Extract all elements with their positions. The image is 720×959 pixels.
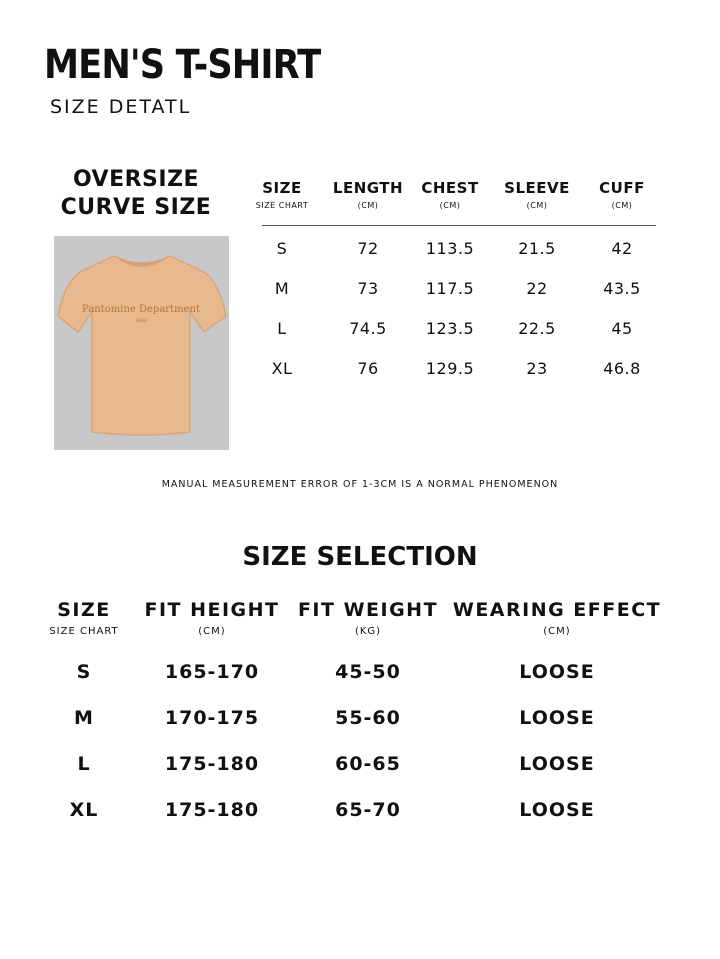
- page-subtitle: SIZE DETATL: [50, 96, 192, 118]
- col-header-length: LENGTH: [332, 179, 404, 197]
- fit-name-line2: CURVE SIZE: [60, 195, 212, 220]
- table-cell: L: [77, 753, 91, 775]
- col-sub-wearing-effect: (CM): [543, 626, 571, 637]
- table-cell: 46.8: [603, 359, 641, 378]
- table-cell: 123.5: [425, 319, 475, 338]
- table-cell: 43.5: [603, 279, 641, 298]
- table-cell: LOOSE: [519, 753, 595, 775]
- table-cell: S: [276, 239, 288, 258]
- col-header-chest: CHEST: [421, 179, 479, 197]
- table-cell: LOOSE: [519, 707, 595, 729]
- table-cell: 129.5: [425, 359, 475, 378]
- table-cell: XL: [69, 799, 99, 821]
- col-header-size: SIZE: [57, 599, 111, 621]
- col-header-fit-height: FIT HEIGHT: [144, 599, 280, 621]
- col-sub-fit-weight: (KG): [354, 626, 382, 637]
- table-cell: 165-170: [164, 661, 260, 683]
- col-sub-size: SIZE CHART: [255, 201, 309, 210]
- col-sub-chest: (CM): [439, 201, 461, 210]
- col-sub-length: (CM): [357, 201, 379, 210]
- table-cell: 113.5: [425, 239, 475, 258]
- col-header-cuff: CUFF: [599, 179, 645, 197]
- col-header-size: SIZE: [262, 179, 302, 197]
- shirt-print-subtext: 1986: [134, 318, 148, 324]
- measurement-note: MANUAL MEASUREMENT ERROR OF 1-3CM IS A NORMAL PHENOMENON: [161, 479, 559, 490]
- tshirt-icon: [54, 236, 229, 450]
- table-cell: 45-50: [335, 661, 401, 683]
- table-cell: 55-60: [335, 707, 401, 729]
- table-cell: L: [277, 319, 287, 338]
- col-header-fit-weight: FIT WEIGHT: [297, 599, 439, 621]
- table-cell: 170-175: [164, 707, 260, 729]
- table-cell: 21.5: [518, 239, 556, 258]
- table-cell: M: [74, 707, 94, 729]
- section-title: SIZE SELECTION: [242, 542, 478, 572]
- col-header-sleeve: SLEEVE: [504, 179, 570, 197]
- table-cell: 175-180: [164, 753, 260, 775]
- table-cell: 42: [611, 239, 633, 258]
- table-cell: 73: [357, 279, 379, 298]
- table-cell: 74.5: [349, 319, 387, 338]
- table-cell: 22.5: [518, 319, 556, 338]
- table-cell: XL: [271, 359, 293, 378]
- fit-name: [50, 166, 222, 222]
- table-cell: 76: [357, 359, 379, 378]
- col-sub-size: SIZE CHART: [49, 626, 119, 637]
- header-divider: [262, 225, 656, 226]
- col-header-wearing-effect: WEARING EFFECT: [452, 599, 662, 621]
- fit-name-line1: OVERSIZE: [72, 167, 200, 192]
- col-sub-sleeve: (CM): [526, 201, 548, 210]
- table-cell: 45: [611, 319, 633, 338]
- table-cell: 65-70: [335, 799, 401, 821]
- table-cell: 175-180: [164, 799, 260, 821]
- col-sub-fit-height: (CM): [198, 626, 226, 637]
- table-cell: S: [76, 661, 92, 683]
- table-cell: LOOSE: [519, 799, 595, 821]
- table-cell: 117.5: [425, 279, 475, 298]
- table-cell: M: [274, 279, 290, 298]
- table-cell: 23: [526, 359, 548, 378]
- table-cell: 22: [526, 279, 548, 298]
- page-title: MEN'S T-SHIRT: [44, 42, 321, 88]
- table-cell: 72: [357, 239, 379, 258]
- col-sub-cuff: (CM): [611, 201, 633, 210]
- product-image: [54, 236, 229, 450]
- shirt-print-text: Pantomine Department: [82, 304, 200, 315]
- table-cell: LOOSE: [519, 661, 595, 683]
- table-cell: 60-65: [335, 753, 401, 775]
